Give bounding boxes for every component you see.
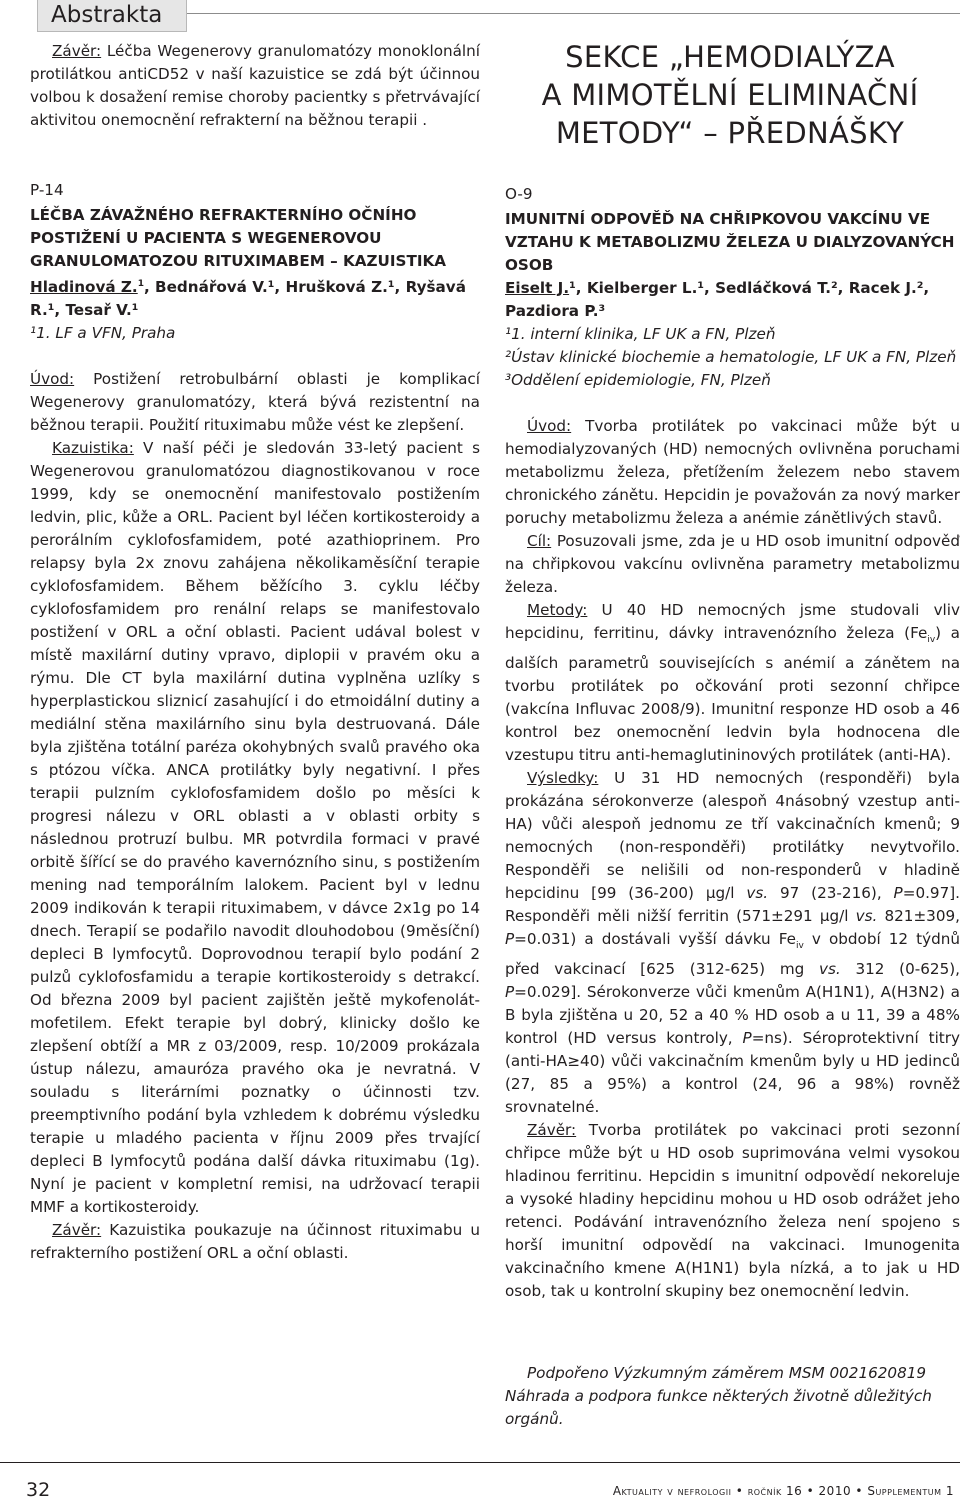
first-author: Eiselt J. [505,279,570,297]
methods-paragraph [505,599,960,767]
header-rule [187,13,960,14]
conclusion-paragraph [30,1219,480,1265]
aim-paragraph [505,530,960,599]
results-text: 312 (0-625), [840,960,960,979]
separator: • [735,1484,744,1498]
case-text: V naší péči je sledován 33-letý pacient s Wegenerovou granulomatózou diagnostikovanou v roce 1999, kdy se onemocnění manifestovalo postižením ledvin, plic, kůže a ORL. Pacient byl léčen kortikosteroidy a perorálním cyklofosfamidem, poté azathioprinem. Pro relapsy byla 2x znovu zahájena několikaměsíční terapie cyklofosfamidem. Během běžícího 3. cyklu léčby cyklofosfamidem pro renální relaps se manifestovalo postižení v ORL a oční oblasti. Pacient udával bolest v místě maxilární dutiny vpravo, diplopii v pravém oku a rýmu. Dle CT byla maxilární dutina vyplněna uzlíky s hyperplastickou sliznicí zasahující i do etmoidální dutiny a mediální stěna maxilárního sinu byla destruovaná. Dále byla zjištěna totální paréza okohybných svalů pravého oka s ptózou víčka. ANCA protilátky byly negativní. I přes terapii pulzním cyklofosfamidem došlo po měsíci k progresi nálezu v ORL oblasti a v oblasti orbity s následnou protruzí bulbu. MR potvrdila formaci v pravé orbitě šířící se do pravého kavernózního sinu, s postižením mening nad temporálním lalokem. Pacient byl v lednu 2009 indikován k terapii rituximabem, v dávce 2x1g po 14 dnech. Terapií se podařilo navodit dlouhodobou (9měsíční) depleci B lymfocytů. Doprovodnou terapií bylo podání 2 pulzů cyklofosfamidu a terapie kortikosteroidy s detrakcí. Od března 2009 byl pacient zajištěn ještě mykofenolát-mofetilem. Efekt terapie byl dobrý, klinicky došlo ke zlepšení obtíží a MR z 03/2009, resp. 10/2009 prokázala ústup nálezu, amauróza pravého oka je nevratná. V souladu s literárními poznatky o účinnosti tzv. preemptivního podání byla vzhledem k dobrému výsledku terapie u mladého pacienta v říjnu 2009 přes trvající depleci B lymfocytů podána další dávka rituximabu (1g). Nyní je pacient v kompletní remisi, na udržovací terapii MMF a kortikosteroidy. [30,439,480,1217]
results-p: P [893,884,903,903]
results-text: 97 (23-216), [768,884,894,903]
abstract-code: P-14 [30,181,64,199]
methods-text: ) a dalších parametrů souvisejících s anémií a zánětem na tvorbu protilátek po očkování proti sezonní chřipce (vakcína Influvac 2008/9). Imunitní responze HD osob a 46 kontrol bez onemocnění ledvin byla hodnocena dle vzestupu titru anti-hemaglutininových protilátek (anti-HA). [505,624,960,765]
section-title-line: A MIMOTĚLNÍ ELIMINAČNÍ [541,78,919,112]
conclusion-text: Léčba Wegenerovy granulomatózy monoklonální protilátkou antiCD52 v naší kazuistice se zdá být účinnou volbou k dosažení remise choroby pacientky s přetrvávající aktivitou onemocnění refrakterní na běžnou terapii . [30,42,480,129]
header-tab-label: Abstrakta [51,2,163,28]
first-author: Hladinová Z. [30,278,138,297]
grant-line: Podpořeno Výzkumným záměrem MSM 0021620819 [527,1364,927,1382]
right-column [505,183,960,1303]
intro-paragraph [505,415,960,530]
results-p: P [505,983,515,1002]
results-text: v období 12 týdnů před vakcinací [625 (312-625) mg [505,930,960,979]
journal-volume: ročník 16 [747,1484,803,1498]
journal-name: Aktuality v nefrologii [612,1484,732,1498]
abstract-authors [505,277,960,323]
results-text: =ns). Séroprotektivní titry (anti-HA≥40) vůči vakcinačním kmenům byly u HD jedinců (27, 85 a 95%) a kontrol (24, 96 a 98%) rovněž srovnatelné. [505,1029,960,1117]
results-vs: vs. [746,884,769,903]
results-label: Výsledky: [527,769,599,788]
separator: • [855,1484,863,1498]
results-p: P [742,1029,752,1048]
abstract-affiliation: ¹1. interní klinika, LF UK a FN, Plzeň [505,325,776,343]
journal-footer [613,1484,954,1498]
conclusion-text: Tvorba protilátek po vakcinaci proti sezonní chřipce může být u HD osob suprimována velmi vysokou hladinou ferritinu. Hepcidin s imunitní odpovědí nekoreluje a vysoké hladiny hepcidinu mohou u HD osob odrážet jeho retenci. Podávání intravenózního železa není spojeno s horší imunitní odpovědí na vakcinaci. Imunogenita vakcinačního kmene A(H1N1) byla nízká, a to jak u HD osob, tak u kontrolní skupiny bez onemocnění ledvin. [505,1121,960,1301]
results-text: =0.029]. Sérokonverze vůči kmenům A(H1N1), A(H3N2) a B byla zjištěna u 20, 52 a 40 % HD osob a u 11, 39 a 48% kontrol (HD versus kontroly, [505,983,960,1048]
journal-supplement: Supplementum 1 [867,1484,954,1498]
separator: • [806,1484,815,1498]
subscript: iv [927,635,936,646]
methods-label: Metody: [527,601,588,619]
conclusion-label: Závěr: [52,1221,102,1240]
results-text: U 31 HD nemocných (responděři) byla prokázána sérokonverze (alespoň 4násobný vzestup anti-HA) vůči alespoň jednomu ze tří vakcinačních kmenů; 9 nemocných (non-responděři) protilátky nevytvořilo. Responděři se nelišili od non-responderů v hladině hepcidinu [99 (36-200) µg/l [505,769,960,903]
footer-rule [0,1462,960,1463]
abstract-affiliation: ²Ústav klinické biochemie a hematologie, LF UK a FN, Plzeň [505,348,957,366]
abstract-affiliation: ¹1. LF a VFN, Praha [30,324,176,343]
results-p: P [505,930,515,949]
page-number: 32 [26,1479,51,1501]
results-paragraph [505,767,960,1119]
authors-rest: ¹, Kielberger L.¹, Sedláčková T.², Racek J.², Pazdiora P.³ [505,279,930,320]
abstract-title: LÉČBA ZÁVAŽNÉHO REFRAKTERNÍHO OČNÍHO POSTIŽENÍ U PACIENTA S WEGENEROVOU GRANULOMATOZOU RITUXIMABEM – KAZUISTIKA [30,206,446,270]
intro-conclusion [30,40,480,132]
case-label: Kazuistika: [52,439,134,458]
left-column [30,40,480,1265]
conclusion-label: Závěr: [527,1121,577,1140]
grant-note [505,1362,960,1431]
results-text: 821±309, [877,907,960,926]
abstract-title: IMUNITNÍ ODPOVĚĎ NA CHŘIPKOVOU VAKCÍNU VE VZTAHU K METABOLIZMU ŽELEZA U DIALYZOVANÝCH OSOB [505,210,955,274]
conclusion-paragraph [505,1119,960,1303]
intro-label: Úvod: [527,417,572,435]
affiliation-sup: 1 [137,279,144,289]
results-vs: vs. [819,960,841,979]
section-title [505,38,955,152]
journal-year: 2010 [818,1484,852,1498]
conclusion-label: Závěr: [52,42,102,60]
methods-text: U 40 HD nemocných jsme studovali vliv hepcidinu, ferritinu, dávky intravenózního železa (Fe [505,601,960,642]
abstract-code: O-9 [505,185,533,203]
abstract-affiliation: ³Oddělení epidemiologie, FN, Plzeň [505,371,771,389]
case-paragraph [30,437,480,1219]
results-text: =0.031) a dostávali vyšší dávku Fe [514,930,796,949]
aim-text: Posuzovali jsme, zda je u HD osob imunitní odpověď na chřipkovou vakcínu ovlivněna parametry metabolizmu železa. [505,532,960,596]
conclusion-text: Kazuistika poukazuje na účinnost rituximabu u refrakterního postižení ORL a oční oblasti. [30,1221,480,1263]
authors-rest: , Bednářová V.¹, Hrušková Z.¹, Ryšavá R.¹, Tesař V.¹ [30,278,466,320]
grant-line: Náhrada a podpora funkce některých životně důležitých orgánů. [505,1387,932,1428]
results-text: =0.97]. Responděři měli nižší ferritin (571±291 µg/l [505,884,960,926]
header-tab [37,0,187,32]
subscript: iv [796,941,804,952]
intro-label: Úvod: [30,370,75,389]
intro-text: Tvorba protilátek po vakcinaci může být u hemodialyzovaných (HD) nemocných ovlivněna poruchami metabolizmu železa, přetížením železem nebo stavem chronického zánětu. Hepcidin je považován za nový marker poruchy metabolizmu železa a anémie zánětlivých stavů. [505,417,960,527]
section-title-line: METODY“ – PŘEDNÁŠKY [555,116,905,150]
intro-text: Postižení retrobulbární oblasti je komplikací Wegenerovy granulomatózy, která bývá rezistentní na běžnou terapii. Použití rituximabu může vést ke zlepšení. [30,370,480,435]
results-vs: vs. [855,907,878,926]
abstract-authors [30,273,480,322]
section-title-line: SEKCE „HEMODIALÝZA [565,40,895,74]
intro-paragraph [30,368,480,437]
aim-label: Cíl: [527,532,552,550]
